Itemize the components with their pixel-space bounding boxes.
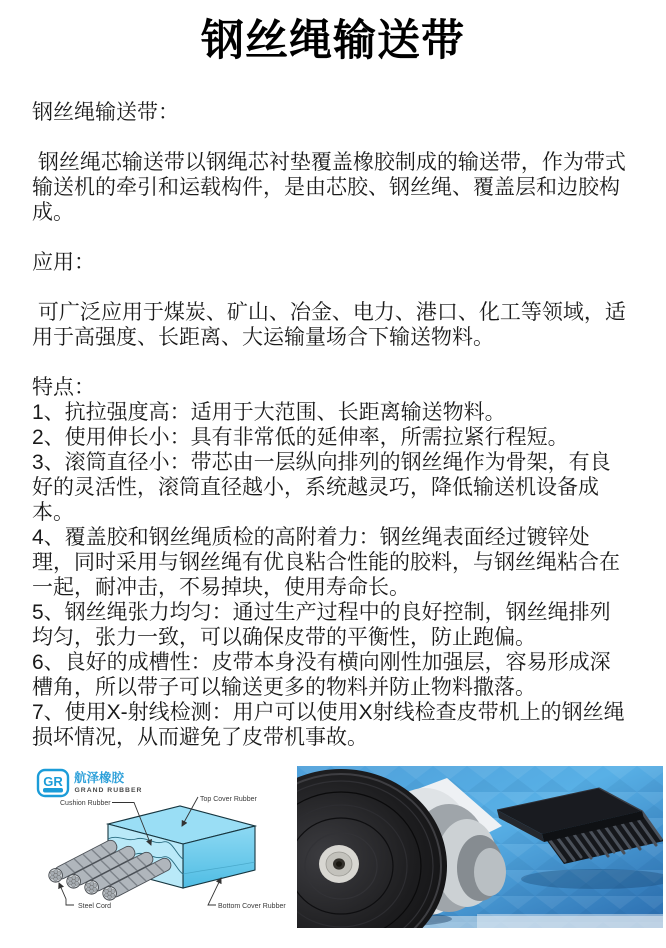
feature-item-7: 7、使用X-射线检测：用户可以使用X射线检查皮带机上的钢丝绳损坏情况，从而避免了皮带机事故。	[32, 701, 625, 750]
application-paragraph: 可广泛应用于煤炭、矿山、冶金、电力、港口、化工等领域，适用于高强度、长距离、大运输量场合下输送物料。	[32, 301, 626, 350]
grand-rubber-logo	[38, 770, 142, 796]
product-images	[30, 766, 666, 928]
intro-paragraph: 钢丝绳芯输送带以钢绳芯衬垫覆盖橡胶制成的输送带，作为带式输送机的牵引和运载构件，是由芯胶、钢丝绳、覆盖层和边胶构成。	[32, 151, 626, 225]
application-heading: 应用：	[32, 251, 95, 275]
feature-item-5: 5、钢丝绳张力均匀：通过生产过程中的良好控制，钢丝绳排列均匀，张力一致，可以确保皮带的平衡性，防止跑偏。	[32, 601, 611, 650]
roll-hub	[319, 845, 359, 883]
brand-name-en: GRAND RUBBER	[74, 787, 143, 795]
belt-structure-diagram-svg	[30, 766, 292, 928]
feature-item-6: 6、良好的成槽性：皮带本身没有横向刚性加强层，容易形成深槽角，所以带子可以输送更多的物料并防止物料撒落。	[32, 651, 611, 700]
feature-item-1: 1、抗拉强度高：适用于大范围、长距离输送物料。	[32, 401, 506, 425]
top-cover-rubber-label: Top Cover Rubber	[200, 796, 257, 804]
page-title: 钢丝绳输送带	[201, 17, 465, 65]
bottom-cover-rubber-label: Bottom Cover Rubber	[218, 903, 286, 911]
features-heading: 特点：	[32, 376, 95, 400]
floor-strip-right	[477, 914, 663, 928]
document-body	[0, 65, 666, 750]
intro-heading: 钢丝绳输送带：	[32, 101, 179, 125]
belt-product-photo-svg	[297, 766, 663, 928]
belt-structure-diagram	[30, 766, 292, 928]
cushion-rubber-label: Cushion Rubber	[60, 800, 111, 808]
steel-cord-label: Steel Cord	[78, 903, 112, 911]
feature-item-4: 4、覆盖胶和钢丝绳质检的高附着力：钢丝绳表面经过镀锌处理，同时采用与钢丝绳有优良粘合性能的胶料，与钢丝绳粘合在一起，耐冲击，不易掉块，使用寿命长。	[32, 526, 620, 600]
belt-product-photo	[297, 766, 663, 928]
feature-item-2: 2、使用伸长小：具有非常低的延伸率，所需拉紧行程短。	[32, 426, 569, 450]
feature-item-3: 3、滚筒直径小：带芯由一层纵向排列的钢丝绳作为骨架，有良好的灵活性，滚筒直径越小，系统越灵巧，降低输送机设备成本。	[32, 451, 611, 525]
brand-name-cn: 航泽橡胶	[74, 771, 125, 786]
logo-monogram: GR	[43, 774, 63, 790]
document-page	[0, 18, 666, 948]
bottom-cover-leader-line	[208, 878, 221, 905]
